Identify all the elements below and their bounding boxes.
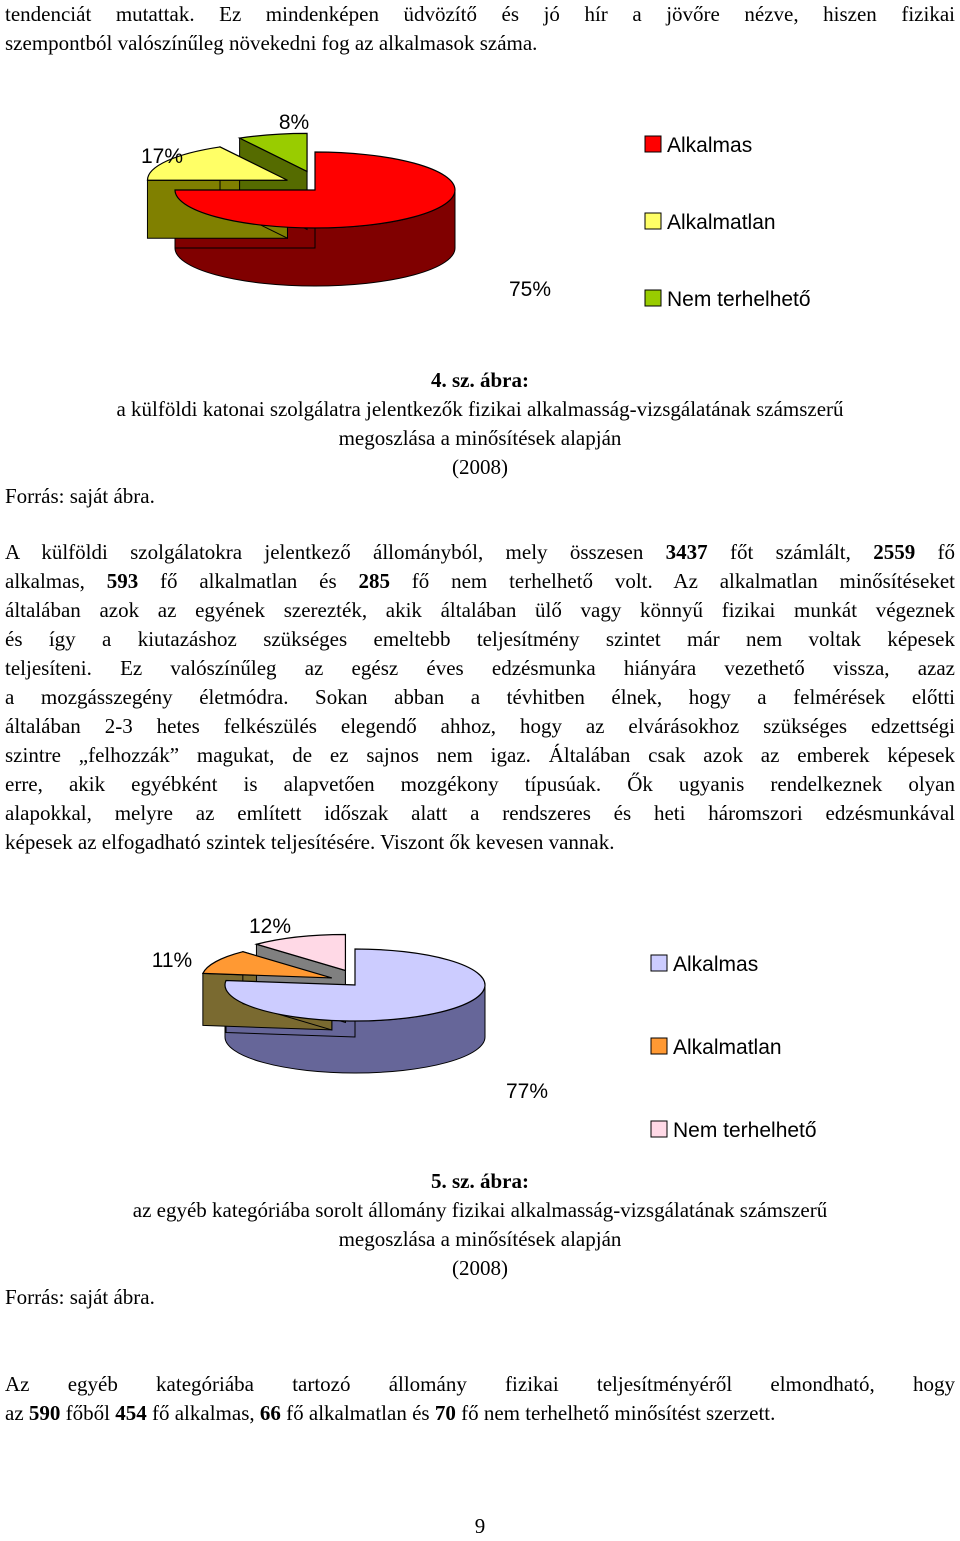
- pie2-value-label-2: 12%: [248, 915, 292, 938]
- chart-figure-4: [0, 95, 960, 325]
- pie2-value-label-0: 77%: [505, 1080, 549, 1103]
- para1-line-9: erre, akik egyébként is alapvetően mozgékony típusúak. Ők ugyanis rendelkeznek olyan: [5, 772, 955, 796]
- pie2-legend-swatch-1: [651, 1038, 667, 1054]
- para2-line-1: Az egyéb kategóriába tartozó állomány fizikai teljesítményéről elmondható, hogy: [5, 1372, 955, 1396]
- intro-paragraph: [5, 0, 955, 58]
- figure-5-caption: [0, 1167, 960, 1283]
- para2-line-2: az 590 főből 454 fő alkalmas, 66 fő alkalmatlan és 70 fő nem terhelhető minősítést szerzett.: [5, 1401, 776, 1425]
- figure-5-number: 5. sz. ábra:: [431, 1169, 529, 1193]
- pie2-legend-label-2: Nem terhelhető: [673, 1119, 817, 1142]
- pie2-legend-swatch-2: [651, 1121, 667, 1137]
- pie1-value-label-0: 75%: [508, 278, 552, 301]
- pie1-legend-label-0: Alkalmas: [667, 134, 753, 157]
- para1-line-3: általában azok az egyének szerezték, akik általában ülő vagy könnyű fizikai munkát végeznek: [5, 598, 955, 622]
- para1-line-6: a mozgásszegény életmódra. Sokan abban a tévhitben élnek, hogy a felmérések előtti: [5, 685, 955, 709]
- pie1-legend-label-1: Alkalmatlan: [667, 211, 776, 234]
- intro-line-1: tendenciát mutattak. Ez mindenképen üdvözítő és jó hír a jövőre nézve, hiszen fizikai: [5, 2, 955, 26]
- pie-chart-1: [0, 95, 960, 325]
- page-number: 9: [474, 1514, 486, 1538]
- para1-line-7: általában 2-3 hetes felkészülés elegendő ahhoz, hogy az elvárásokhoz szükséges edzettségi: [5, 714, 955, 738]
- figure-5-title-line-1: az egyéb kategóriába sorolt állomány fizikai alkalmasság-vizsgálatának számszerű: [132, 1198, 828, 1222]
- figure-5-year: (2008): [452, 1256, 508, 1280]
- figure-4-source: Forrás: saját ábra.: [5, 484, 155, 508]
- figure-4-caption: [0, 366, 960, 482]
- figure-4-title-line-1: a külföldi katonai szolgálatra jelentkezők fizikai alkalmasság-vizsgálatának számszerű: [116, 397, 844, 421]
- pie1-legend-swatch-2: [645, 290, 661, 306]
- body-paragraph-2: [5, 1370, 955, 1428]
- body-paragraph-1: [5, 538, 955, 857]
- figure-4-number: 4. sz. ábra:: [431, 368, 529, 392]
- pie1-legend-swatch-0: [645, 136, 661, 152]
- pie1-legend-swatch-1: [645, 213, 661, 229]
- para1-line-10: alapokkal, melyre az említett időszak alatt a rendszeres és heti háromszori edzésmunkával: [5, 801, 955, 825]
- pie2-legend-swatch-0: [651, 955, 667, 971]
- pie2-legend-label-0: Alkalmas: [673, 953, 759, 976]
- pie1-legend-label-2: Nem terhelhető: [667, 288, 811, 311]
- figure-5-source: Forrás: saját ábra.: [5, 1285, 155, 1309]
- para1-line-8: szintre „felhozzák” magukat, de ez sajnos nem igaz. Általában csak azok az emberek képesek: [5, 743, 955, 767]
- figure-4-title-line-2: megoszlása a minősítések alapján: [338, 426, 622, 450]
- para1-line-5: teljesíteni. Ez valószínűleg az egész éves edzésmunka hiányára vezethető vissza, azaz: [5, 656, 955, 680]
- para1-line-4: és így a kiutazáshoz szükséges emeltebb teljesítmény szintet már nem voltak képesek: [5, 627, 955, 651]
- para1-line-11: képesek az elfogadható szintek teljesítésére. Viszont ők kevesen vannak.: [5, 830, 615, 854]
- para1-line-1: A külföldi szolgálatokra jelentkező állományból, mely összesen 3437 főt számlált, 2559 fő: [5, 540, 955, 564]
- figure-5-title-line-2: megoszlása a minősítések alapján: [338, 1227, 622, 1251]
- pie1-value-label-2: 8%: [278, 111, 310, 134]
- figure-4-year: (2008): [452, 455, 508, 479]
- chart-figure-5: [0, 905, 960, 1145]
- para1-line-2: alkalmas, 593 fő alkalmatlan és 285 fő nem terhelhető volt. Az alkalmatlan minősítéseket: [5, 569, 955, 593]
- pie1-value-label-1: 17%: [140, 145, 184, 168]
- pie2-value-label-1: 11%: [151, 949, 193, 972]
- pie2-legend-label-1: Alkalmatlan: [673, 1036, 782, 1059]
- intro-line-2: szempontból valószínűleg növekedni fog az alkalmasok száma.: [5, 31, 538, 55]
- pie-chart-2: [0, 905, 960, 1145]
